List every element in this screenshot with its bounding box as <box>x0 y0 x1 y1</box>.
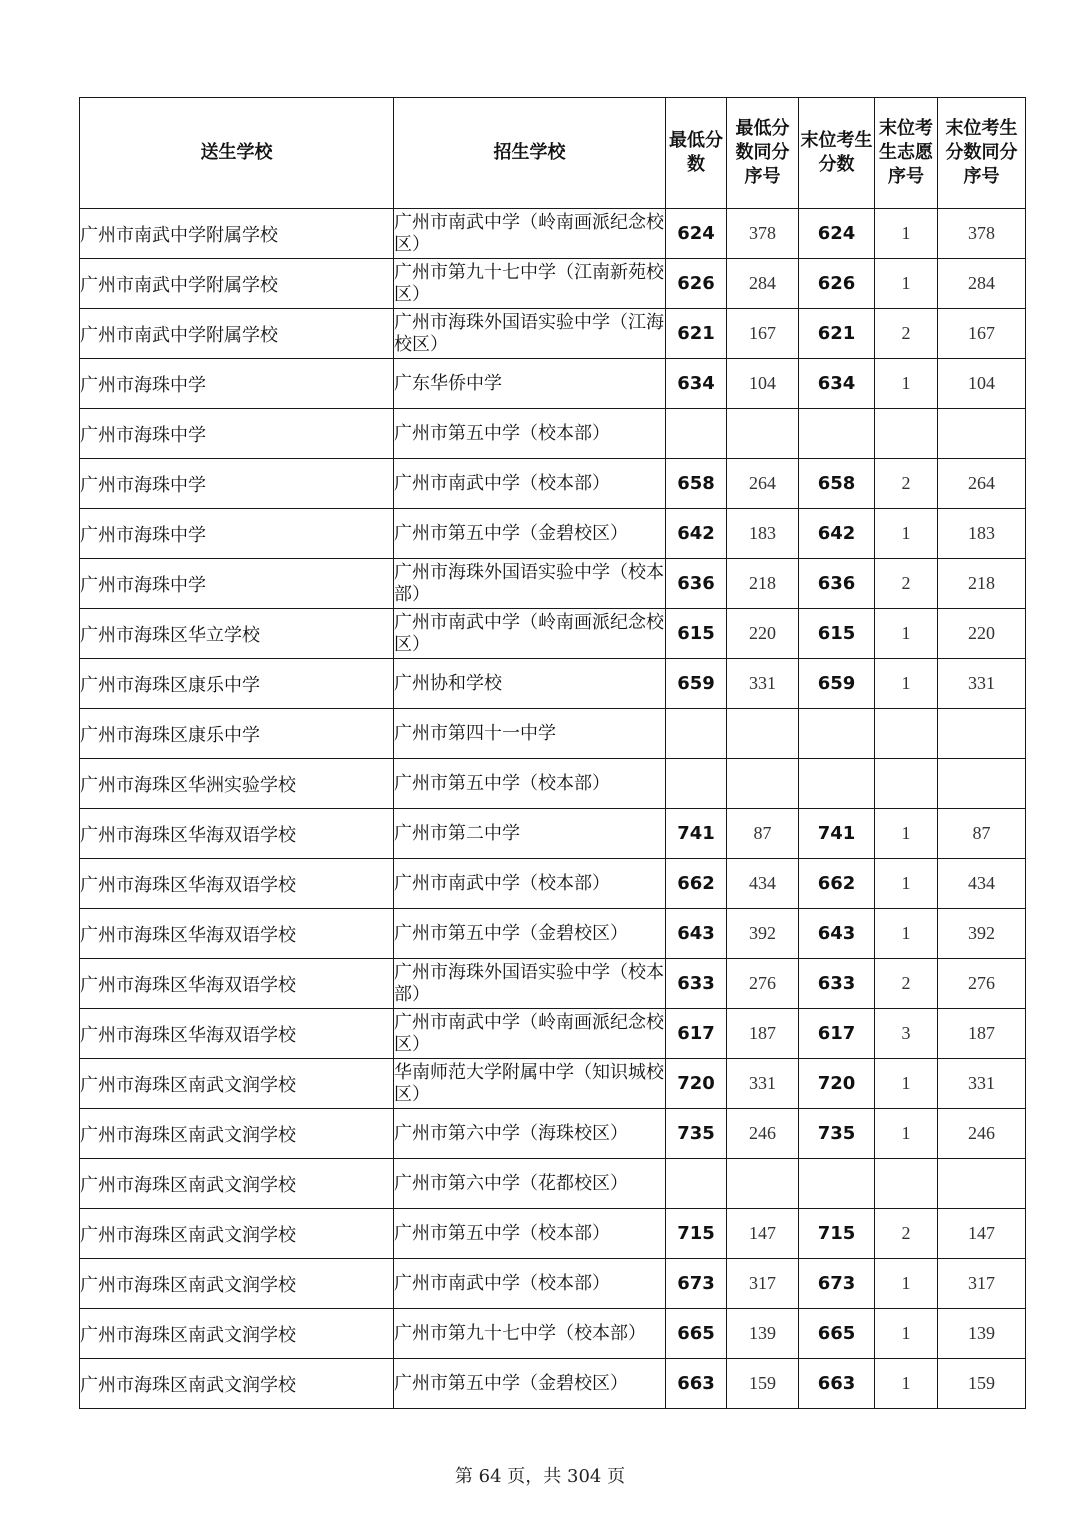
cell-min-score: 634 <box>666 359 727 409</box>
cell-min-score: 615 <box>666 609 727 659</box>
cell-last-score: 715 <box>799 1209 875 1259</box>
cell-send-school: 广州市海珠区华海双语学校 <box>80 1009 394 1059</box>
table-row <box>80 409 1026 459</box>
cell-last-rank: 220 <box>938 609 1026 659</box>
cell-last-rank: 167 <box>938 309 1026 359</box>
cell-last-rank: 284 <box>938 259 1026 309</box>
cell-last-pref: 1 <box>875 1259 938 1309</box>
cell-min-score-rank: 392 <box>727 909 799 959</box>
cell-min-score-rank: 378 <box>727 209 799 259</box>
cell-send-school: 广州市海珠中学 <box>80 559 394 609</box>
cell-recv-school: 广州市第五中学（金碧校区） <box>394 509 666 559</box>
cell-min-score-rank: 284 <box>727 259 799 309</box>
cell-recv-school: 广州市海珠外国语实验中学（江海校区） <box>394 309 666 359</box>
cell-last-pref: 2 <box>875 559 938 609</box>
cell-min-score-rank: 317 <box>727 1259 799 1309</box>
cell-send-school: 广州市南武中学附属学校 <box>80 259 394 309</box>
cell-last-pref: 1 <box>875 259 938 309</box>
cell-send-school: 广州市海珠中学 <box>80 459 394 509</box>
cell-recv-school: 广州市南武中学（岭南画派纪念校区） <box>394 209 666 259</box>
cell-last-pref: 1 <box>875 509 938 559</box>
cell-recv-school: 广州市第九十七中学（校本部） <box>394 1309 666 1359</box>
cell-recv-school: 广州市海珠外国语实验中学（校本部） <box>394 959 666 1009</box>
cell-last-score <box>799 1159 875 1209</box>
table-row <box>80 959 1026 1009</box>
cell-last-pref: 2 <box>875 309 938 359</box>
cell-last-pref <box>875 709 938 759</box>
cell-send-school: 广州市南武中学附属学校 <box>80 309 394 359</box>
cell-min-score-rank: 147 <box>727 1209 799 1259</box>
cell-recv-school: 广州协和学校 <box>394 659 666 709</box>
cell-recv-school: 广州市海珠外国语实验中学（校本部） <box>394 559 666 609</box>
table-row <box>80 1159 1026 1209</box>
table-row <box>80 859 1026 909</box>
cell-recv-school: 广州市第六中学（海珠校区） <box>394 1109 666 1159</box>
cell-min-score-rank: 159 <box>727 1359 799 1409</box>
cell-min-score: 673 <box>666 1259 727 1309</box>
cell-send-school: 广州市海珠区华海双语学校 <box>80 909 394 959</box>
table-row <box>80 709 1026 759</box>
cell-last-score: 642 <box>799 509 875 559</box>
cell-last-score: 634 <box>799 359 875 409</box>
cell-last-score: 658 <box>799 459 875 509</box>
cell-last-score: 615 <box>799 609 875 659</box>
cell-send-school: 广州市海珠区康乐中学 <box>80 659 394 709</box>
cell-last-pref: 3 <box>875 1009 938 1059</box>
cell-min-score: 633 <box>666 959 727 1009</box>
cell-last-rank: 159 <box>938 1359 1026 1409</box>
cell-last-pref: 2 <box>875 959 938 1009</box>
table-row <box>80 459 1026 509</box>
cell-last-score: 663 <box>799 1359 875 1409</box>
cell-last-rank <box>938 759 1026 809</box>
cell-min-score-rank: 167 <box>727 309 799 359</box>
cell-last-rank: 246 <box>938 1109 1026 1159</box>
cell-last-pref: 1 <box>875 859 938 909</box>
cell-last-score: 673 <box>799 1259 875 1309</box>
cell-last-pref: 1 <box>875 609 938 659</box>
cell-last-score <box>799 709 875 759</box>
cell-min-score: 741 <box>666 809 727 859</box>
table-row <box>80 1359 1026 1409</box>
cell-send-school: 广州市海珠中学 <box>80 359 394 409</box>
cell-recv-school: 广州市第二中学 <box>394 809 666 859</box>
cell-send-school: 广州市海珠区华海双语学校 <box>80 859 394 909</box>
cell-last-rank <box>938 409 1026 459</box>
cell-min-score-rank: 331 <box>727 1059 799 1109</box>
cell-last-score: 659 <box>799 659 875 709</box>
cell-min-score-rank: 246 <box>727 1109 799 1159</box>
cell-min-score: 642 <box>666 509 727 559</box>
cell-last-score <box>799 759 875 809</box>
cell-min-score <box>666 709 727 759</box>
cell-recv-school: 华南师范大学附属中学（知识城校区） <box>394 1059 666 1109</box>
cell-min-score: 659 <box>666 659 727 709</box>
table-row <box>80 1109 1026 1159</box>
cell-min-score-rank <box>727 759 799 809</box>
cell-min-score: 621 <box>666 309 727 359</box>
cell-last-score: 720 <box>799 1059 875 1109</box>
cell-min-score-rank: 218 <box>727 559 799 609</box>
header-min-score: 最低分数 <box>666 98 727 209</box>
cell-send-school: 广州市海珠区南武文润学校 <box>80 1309 394 1359</box>
table-row <box>80 309 1026 359</box>
cell-min-score-rank: 104 <box>727 359 799 409</box>
cell-min-score-rank: 220 <box>727 609 799 659</box>
cell-last-pref: 1 <box>875 359 938 409</box>
header-send-school: 送生学校 <box>80 98 394 209</box>
cell-last-pref: 1 <box>875 1309 938 1359</box>
cell-last-score: 662 <box>799 859 875 909</box>
table-row <box>80 609 1026 659</box>
cell-last-rank: 183 <box>938 509 1026 559</box>
cell-last-rank: 218 <box>938 559 1026 609</box>
table-row <box>80 209 1026 259</box>
cell-last-pref: 1 <box>875 909 938 959</box>
admission-table <box>79 97 1026 1409</box>
cell-recv-school: 广州市第九十七中学（江南新苑校区） <box>394 259 666 309</box>
cell-min-score-rank <box>727 709 799 759</box>
table-row <box>80 559 1026 609</box>
cell-recv-school: 广州市第五中学（校本部） <box>394 759 666 809</box>
cell-last-pref: 1 <box>875 1359 938 1409</box>
cell-min-score: 636 <box>666 559 727 609</box>
cell-recv-school: 广东华侨中学 <box>394 359 666 409</box>
cell-last-pref <box>875 1159 938 1209</box>
cell-recv-school: 广州市第五中学（金碧校区） <box>394 1359 666 1409</box>
cell-last-rank: 392 <box>938 909 1026 959</box>
cell-send-school: 广州市海珠区华海双语学校 <box>80 809 394 859</box>
cell-min-score-rank <box>727 409 799 459</box>
table-row <box>80 759 1026 809</box>
cell-recv-school: 广州市南武中学（岭南画派纪念校区） <box>394 609 666 659</box>
table-row <box>80 259 1026 309</box>
cell-min-score <box>666 1159 727 1209</box>
cell-min-score: 617 <box>666 1009 727 1059</box>
table-row <box>80 909 1026 959</box>
cell-recv-school: 广州市第六中学（花都校区） <box>394 1159 666 1209</box>
cell-last-score: 624 <box>799 209 875 259</box>
cell-last-rank: 139 <box>938 1309 1026 1359</box>
cell-min-score-rank: 434 <box>727 859 799 909</box>
cell-min-score: 643 <box>666 909 727 959</box>
cell-min-score: 720 <box>666 1059 727 1109</box>
cell-last-score: 621 <box>799 309 875 359</box>
table-row <box>80 1009 1026 1059</box>
table-row <box>80 1309 1026 1359</box>
cell-last-score: 741 <box>799 809 875 859</box>
cell-min-score-rank: 183 <box>727 509 799 559</box>
cell-send-school: 广州市海珠区南武文润学校 <box>80 1109 394 1159</box>
cell-send-school: 广州市海珠中学 <box>80 509 394 559</box>
cell-last-rank: 434 <box>938 859 1026 909</box>
cell-recv-school: 广州市第五中学（金碧校区） <box>394 909 666 959</box>
cell-last-rank: 87 <box>938 809 1026 859</box>
cell-last-score: 636 <box>799 559 875 609</box>
cell-send-school: 广州市海珠区华海双语学校 <box>80 959 394 1009</box>
cell-min-score-rank: 276 <box>727 959 799 1009</box>
header-row <box>80 98 1026 209</box>
cell-last-pref <box>875 759 938 809</box>
table-row <box>80 1209 1026 1259</box>
table-row <box>80 1059 1026 1109</box>
cell-send-school: 广州市海珠区南武文润学校 <box>80 1159 394 1209</box>
cell-last-pref: 1 <box>875 1059 938 1109</box>
cell-min-score-rank <box>727 1159 799 1209</box>
cell-min-score: 715 <box>666 1209 727 1259</box>
cell-last-rank <box>938 709 1026 759</box>
header-min-score-rank: 最低分数同分序号 <box>727 98 799 209</box>
cell-send-school: 广州市海珠区南武文润学校 <box>80 1209 394 1259</box>
cell-last-rank: 187 <box>938 1009 1026 1059</box>
table-row <box>80 509 1026 559</box>
cell-min-score-rank: 139 <box>727 1309 799 1359</box>
header-recv-school: 招生学校 <box>394 98 666 209</box>
cell-recv-school: 广州市第五中学（校本部） <box>394 409 666 459</box>
cell-last-rank: 147 <box>938 1209 1026 1259</box>
cell-send-school: 广州市南武中学附属学校 <box>80 209 394 259</box>
table-row <box>80 1259 1026 1309</box>
cell-recv-school: 广州市南武中学（校本部） <box>394 1259 666 1309</box>
cell-min-score <box>666 759 727 809</box>
cell-recv-school: 广州市第四十一中学 <box>394 709 666 759</box>
cell-last-score: 665 <box>799 1309 875 1359</box>
cell-recv-school: 广州市南武中学（校本部） <box>394 459 666 509</box>
cell-send-school: 广州市海珠中学 <box>80 409 394 459</box>
cell-send-school: 广州市海珠区康乐中学 <box>80 709 394 759</box>
cell-send-school: 广州市海珠区南武文润学校 <box>80 1259 394 1309</box>
cell-send-school: 广州市海珠区南武文润学校 <box>80 1359 394 1409</box>
cell-last-pref: 1 <box>875 209 938 259</box>
cell-last-pref: 1 <box>875 1109 938 1159</box>
cell-min-score-rank: 187 <box>727 1009 799 1059</box>
cell-send-school: 广州市海珠区华立学校 <box>80 609 394 659</box>
cell-min-score-rank: 331 <box>727 659 799 709</box>
cell-send-school: 广州市海珠区南武文润学校 <box>80 1059 394 1109</box>
cell-last-score: 626 <box>799 259 875 309</box>
cell-last-pref: 1 <box>875 809 938 859</box>
table-row <box>80 359 1026 409</box>
cell-last-pref <box>875 409 938 459</box>
cell-last-rank <box>938 1159 1026 1209</box>
cell-min-score: 658 <box>666 459 727 509</box>
cell-min-score: 663 <box>666 1359 727 1409</box>
cell-recv-school: 广州市南武中学（校本部） <box>394 859 666 909</box>
cell-recv-school: 广州市南武中学（岭南画派纪念校区） <box>394 1009 666 1059</box>
cell-min-score-rank: 87 <box>727 809 799 859</box>
cell-last-rank: 378 <box>938 209 1026 259</box>
table-row <box>80 659 1026 709</box>
cell-min-score: 735 <box>666 1109 727 1159</box>
cell-min-score <box>666 409 727 459</box>
cell-last-rank: 331 <box>938 659 1026 709</box>
cell-last-rank: 317 <box>938 1259 1026 1309</box>
cell-last-score: 735 <box>799 1109 875 1159</box>
table-row <box>80 809 1026 859</box>
cell-min-score: 626 <box>666 259 727 309</box>
page-footer: 第 64 页，共 304 页 <box>454 1466 626 1487</box>
cell-last-score <box>799 409 875 459</box>
table-body <box>80 209 1026 1409</box>
cell-recv-school: 广州市第五中学（校本部） <box>394 1209 666 1259</box>
cell-last-rank: 331 <box>938 1059 1026 1109</box>
cell-min-score: 662 <box>666 859 727 909</box>
header-last-rank: 末位考生分数同分序号 <box>938 98 1026 209</box>
cell-send-school: 广州市海珠区华洲实验学校 <box>80 759 394 809</box>
cell-min-score-rank: 264 <box>727 459 799 509</box>
cell-last-pref: 2 <box>875 1209 938 1259</box>
cell-last-rank: 104 <box>938 359 1026 409</box>
cell-min-score: 624 <box>666 209 727 259</box>
cell-last-score: 643 <box>799 909 875 959</box>
cell-last-score: 633 <box>799 959 875 1009</box>
cell-last-pref: 1 <box>875 659 938 709</box>
cell-min-score: 665 <box>666 1309 727 1359</box>
header-last-score: 末位考生分数 <box>799 98 875 209</box>
cell-last-pref: 2 <box>875 459 938 509</box>
cell-last-score: 617 <box>799 1009 875 1059</box>
header-last-pref: 末位考生志愿序号 <box>875 98 938 209</box>
cell-last-rank: 264 <box>938 459 1026 509</box>
cell-last-rank: 276 <box>938 959 1026 1009</box>
